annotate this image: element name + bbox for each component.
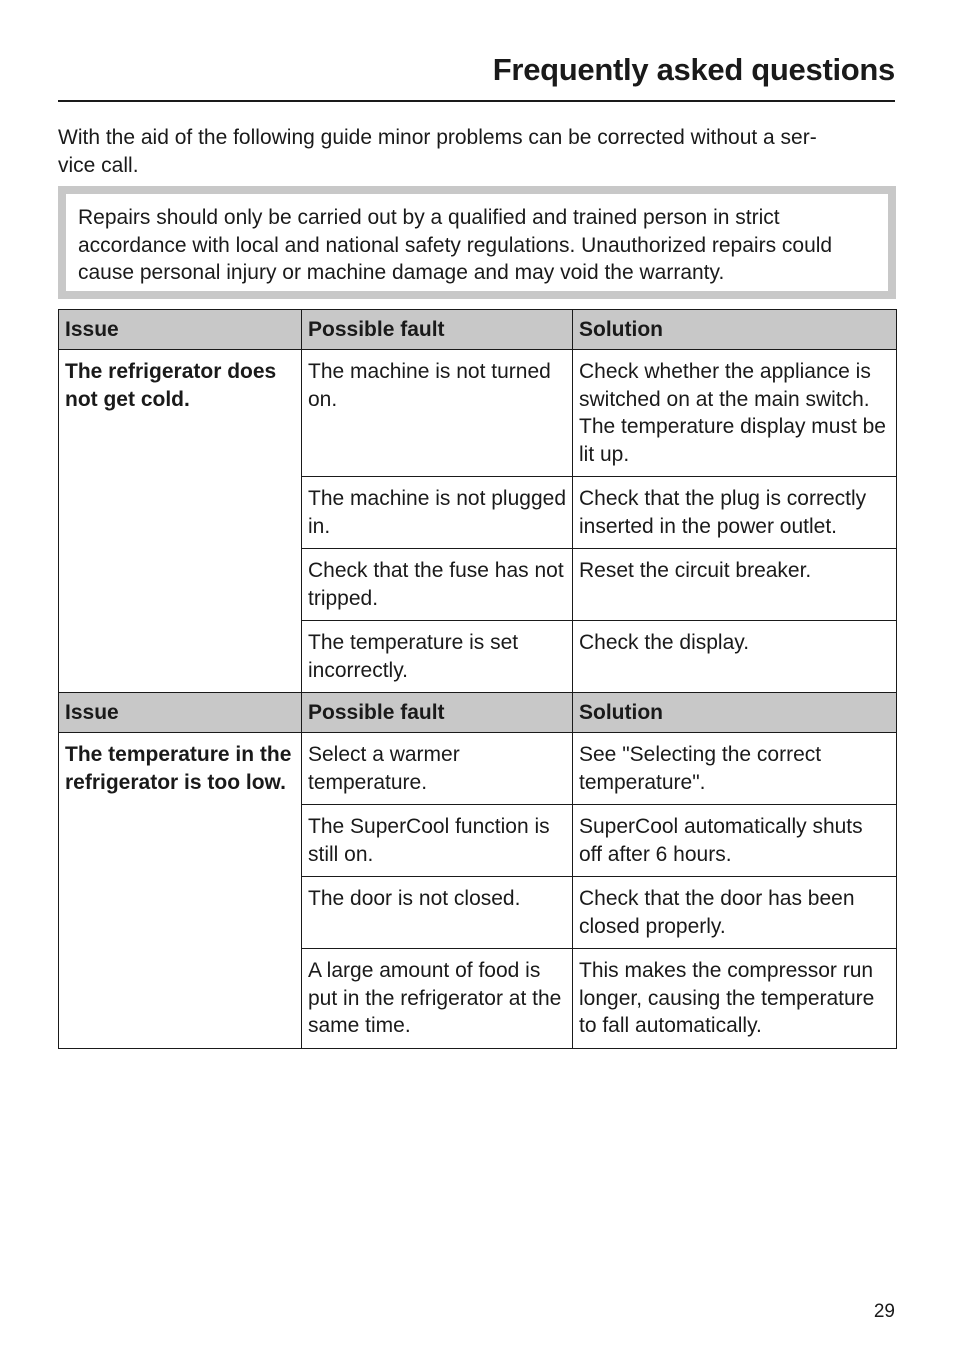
header-possible-fault: Possible fault (302, 693, 573, 733)
solution-cell: Check whether the appliance is switched on at the main switch. The temperature display must be lit up. (573, 350, 897, 477)
page-number: 29 (873, 1301, 895, 1322)
header-issue: Issue (59, 693, 302, 733)
fault-cell: The machine is not turned on. (302, 350, 573, 477)
table-row (59, 733, 897, 805)
warning-text: Repairs should only be carried out by a qualified and trained person in strict accordance with local and national safety regulations. Unauthorized repairs could cause personal injury or machine damage and may void the warranty. (78, 206, 833, 284)
title-divider (58, 100, 895, 102)
table-row (59, 350, 897, 477)
solution-cell: Check that the plug is correctly inserted in the power outlet. (573, 477, 897, 549)
header-solution: Solution (573, 310, 897, 350)
solution-cell: Check that the door has been closed properly. (573, 877, 897, 949)
table-header-row (59, 693, 897, 733)
header-solution: Solution (573, 693, 897, 733)
solution-cell: See "Selecting the correct temperature". (573, 733, 897, 805)
page-title: Frequently asked questions (492, 52, 895, 87)
fault-cell: The SuperCool function is still on. (302, 805, 573, 877)
solution-cell: Reset the circuit breaker. (573, 549, 897, 621)
fault-cell: The temperature is set incorrectly. (302, 621, 573, 693)
header-possible-fault: Possible fault (302, 310, 573, 350)
fault-cell: Check that the fuse has not tripped. (302, 549, 573, 621)
issue-cell: The temperature in the refrigerator is too low. (59, 733, 302, 1049)
fault-cell: Select a warmer temperature. (302, 733, 573, 805)
fault-cell: The machine is not plugged in. (302, 477, 573, 549)
warning-box (58, 186, 896, 299)
solution-cell: Check the display. (573, 621, 897, 693)
fault-cell: A large amount of food is put in the refrigerator at the same time. (302, 949, 573, 1049)
fault-cell: The door is not closed. (302, 877, 573, 949)
intro-paragraph: With the aid of the following guide minor problems can be corrected without a ser- vice call. (58, 126, 817, 177)
table-header-row (59, 310, 897, 350)
solution-cell: SuperCool automatically shuts off after 6 hours. (573, 805, 897, 877)
header-issue: Issue (59, 310, 302, 350)
faq-table (58, 309, 897, 1049)
issue-cell: The refrigerator does not get cold. (59, 350, 302, 693)
solution-cell: This makes the compressor run longer, causing the temperature to fall automatically. (573, 949, 897, 1049)
